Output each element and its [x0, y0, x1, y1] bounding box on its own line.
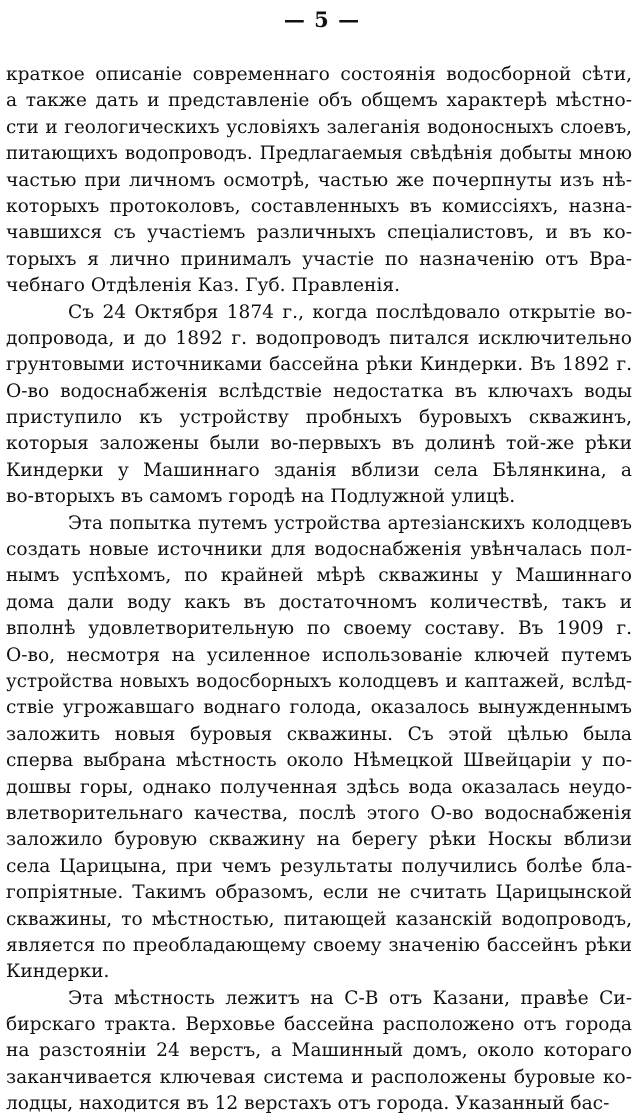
- text-line: лодцы, находится въ 12 верстахъ отъ города. Указанный бас-: [6, 1093, 610, 1115]
- text-line: О-во, несмотря на усиленное использованіе ключей путемъ: [6, 644, 632, 666]
- paragraph: [6, 300, 632, 511]
- text-line: нымъ успѣхомъ, по крайней мѣрѣ скважины у Машиннаго: [6, 565, 632, 587]
- text-line: является по преобладающему своему значенію бассейнъ рѣки: [6, 934, 632, 956]
- text-line: заложило буровую скважину на берегу рѣки Носкы вблизи: [6, 829, 632, 851]
- text-line: дошвы горы, однако полученная здѣсь вода оказалась неудо-: [6, 776, 632, 798]
- text-line: грунтовыми источниками бассейна рѣки Киндерки. Въ 1892 г.: [6, 354, 632, 376]
- text-line: на разстояніи 24 верстъ, а Машинный домъ, около котораго: [6, 1040, 632, 1062]
- text-line: ствіе угрожавшаго воднаго голода, оказалось вынужденнымъ: [6, 697, 632, 719]
- text-line: влетворительнаго качества, послѣ этого О-во водоснабженія: [6, 802, 632, 824]
- text-line: Эта попытка путемъ устройства артезіанскихъ колодцевъ: [68, 512, 632, 534]
- text-line: питающихъ водопроводъ. Предлагаемыя свѣдѣнія добыты мною: [6, 143, 632, 165]
- paragraph: [6, 511, 632, 986]
- text-line: Киндерки.: [6, 961, 110, 983]
- text-line: села Царицына, при чемъ результаты получились болѣе бла-: [6, 855, 632, 877]
- text-line: Эта мѣстность лежитъ на С-В отъ Казани, правѣе Си-: [68, 987, 632, 1009]
- text-line: а также дать и представленіе объ общемъ характерѣ мѣстно-: [6, 90, 632, 112]
- text-line: частью при личномъ осмотрѣ, частью же почерпнуты изъ нѣ-: [6, 169, 632, 191]
- text-line: которыхъ протоколовъ, составленныхъ въ комиссіяхъ, назна-: [6, 195, 632, 217]
- text-line: заканчивается ключевая система и расположены буровые ко-: [6, 1066, 632, 1088]
- text-line: сперва выбрана мѣстность около Нѣмецкой Швейцаріи у по-: [6, 750, 632, 772]
- text-line: заложить новыя буровыя скважины. Съ этой цѣлью была: [6, 723, 632, 745]
- text-line: гопріятные. Такимъ образомъ, если не считать Царицынской: [6, 882, 632, 904]
- text-line: приступило къ устройству пробныхъ буровыхъ скважинъ,: [6, 407, 632, 429]
- body-text: [6, 62, 632, 1118]
- text-line: бирскаго тракта. Верховье бассейна расположено отъ города: [6, 1014, 632, 1036]
- text-line: устройства новыхъ водосборныхъ колодцевъ и каптажей, вслѣд-: [6, 670, 632, 692]
- paragraph: [6, 986, 632, 1118]
- paragraph: [6, 62, 632, 300]
- text-line: чавшихся съ участіемъ различныхъ спеціалистовъ, и въ ко-: [6, 222, 632, 244]
- text-line: чебнаго Отдѣленія Каз. Губ. Правленія.: [6, 275, 400, 297]
- text-line: скважины, то мѣстностью, питающей казанскій водопроводъ,: [6, 908, 632, 930]
- text-line: Съ 24 Октября 1874 г., когда послѣдовало открытіе во-: [68, 301, 632, 323]
- text-line: которыя заложены были во-первыхъ въ долинѣ той-же рѣки: [6, 433, 632, 455]
- text-line: во-вторыхъ въ самомъ городѣ на Подлужной улицѣ.: [6, 486, 516, 508]
- text-line: О-во водоснабженія вслѣдствіе недостатка въ ключахъ воды: [6, 380, 632, 402]
- text-line: дома дали воду какъ въ достаточномъ количествѣ, такъ и: [6, 591, 632, 613]
- text-line: краткое описаніе современнаго состоянія водосборной сѣти,: [6, 64, 632, 85]
- text-line: Киндерки у Машиннаго зданія вблизи села Бѣлянкина, а: [6, 459, 632, 481]
- text-line: допровода, и до 1892 г. водопроводъ питался исключительно: [6, 327, 632, 349]
- text-line: торыхъ я лично принималъ участіе по назначенію отъ Вра-: [6, 248, 632, 270]
- page-number: — 5 —: [283, 7, 361, 32]
- text-line: создать новые источники для водоснабженія увѣнчалась пол-: [6, 539, 632, 561]
- text-line: сти и геологическихъ условіяхъ залеганія водоносныхъ слоевъ,: [6, 116, 632, 138]
- text-line: вполнѣ удовлетворительную по своему составу. Въ 1909 г.: [6, 618, 632, 640]
